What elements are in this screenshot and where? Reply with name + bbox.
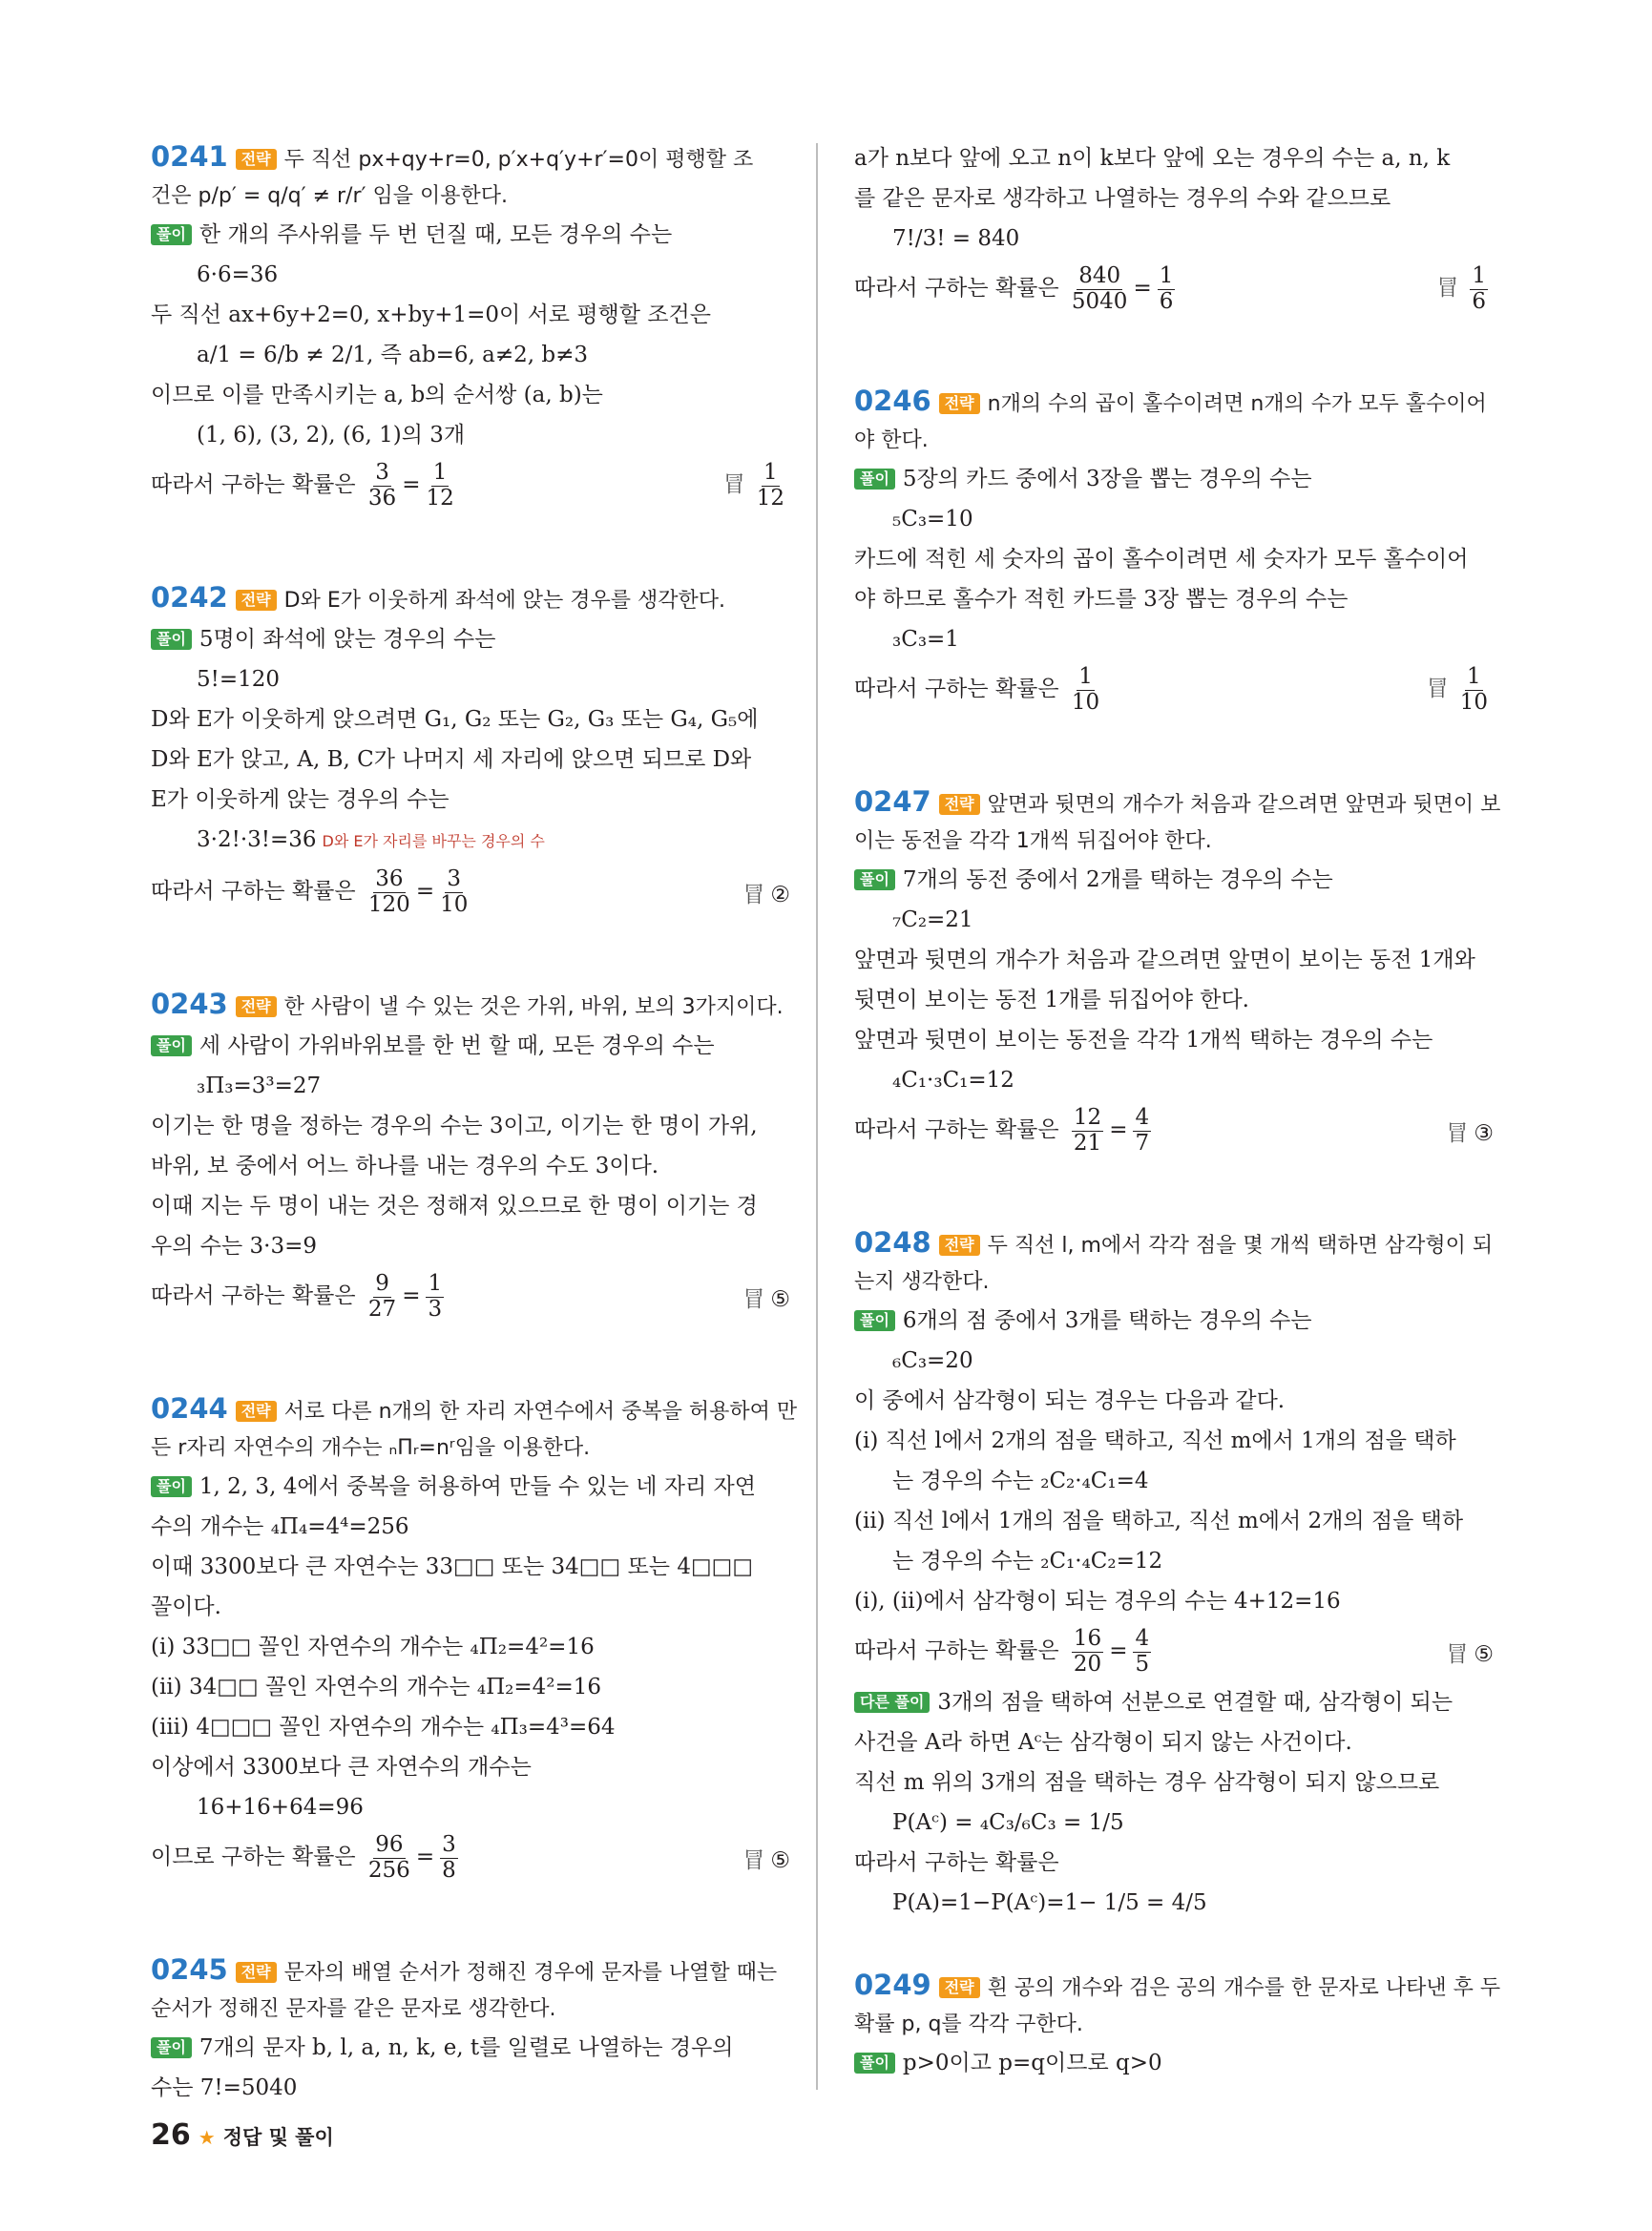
solution-line: ₅C₃=10 bbox=[892, 507, 973, 532]
strategy-tag: 전략 bbox=[939, 794, 980, 815]
solution-line: 5명이 좌석에 앉는 경우의 수는 bbox=[199, 627, 496, 652]
strategy-text: 서로 다른 n개의 한 자리 자연수에서 중복을 허용하여 만 bbox=[283, 1400, 798, 1424]
result-label: 따라서 구하는 확률은 bbox=[151, 1283, 356, 1308]
problem-number: 0243 bbox=[151, 988, 228, 1020]
fraction: $\frac{1}{12}$ bbox=[426, 460, 454, 511]
solution-line: ₇C₂=21 bbox=[892, 907, 973, 932]
problem-0243 bbox=[151, 986, 790, 1327]
problem-0245 bbox=[151, 1951, 790, 2108]
strategy-text: 앞면과 뒷면의 개수가 처음과 같으려면 앞면과 뒷면이 보 bbox=[987, 793, 1501, 817]
solution-line: 6개의 점 중에서 3개를 택하는 경우의 수는 bbox=[902, 1308, 1312, 1333]
strategy-text: 순서가 정해진 문자를 같은 문자로 생각한다. bbox=[151, 1997, 556, 2021]
problem-number: 0242 bbox=[151, 581, 228, 614]
alt-solution-line: 사건을 A라 하면 Aᶜ는 삼각형이 되지 않는 사건이다. bbox=[854, 1730, 1352, 1755]
strategy-tag: 전략 bbox=[939, 393, 980, 414]
solution-tag: 풀이 bbox=[151, 1476, 192, 1497]
result-row: 따라서 구하는 확률은 $\frac{12}{21}$ = $\frac{4}{7}$ 冒 ③ bbox=[854, 1105, 1494, 1156]
fraction: $\frac{1}{10}$ bbox=[1071, 664, 1100, 715]
fraction: $\frac{9}{27}$ bbox=[367, 1271, 397, 1322]
fraction: $\frac{840}{5040}$ bbox=[1071, 263, 1128, 314]
solution-line: 이기는 한 명을 정하는 경우의 수는 3이고, 이기는 한 명이 가위, bbox=[151, 1114, 758, 1138]
right-column bbox=[854, 138, 1501, 2146]
solution-line: 수는 7!=5040 bbox=[151, 2075, 298, 2100]
solution-line: (i) 33□□ 꼴인 자연수의 개수는 ₄Π₂=4²=16 bbox=[151, 1635, 595, 1659]
page-number: 26 bbox=[151, 2118, 191, 2152]
column-divider bbox=[816, 143, 818, 2090]
strategy-tag: 전략 bbox=[939, 1235, 980, 1256]
solution-line: 7개의 문자 b, l, a, n, k, e, t를 일렬로 나열하는 경우의 bbox=[199, 2035, 734, 2060]
strategy-text: 야 한다. bbox=[854, 428, 929, 452]
solution-line: a가 n보다 앞에 오고 n이 k보다 앞에 오는 경우의 수는 a, n, k bbox=[854, 146, 1451, 171]
result-label: 따라서 구하는 확률은 bbox=[151, 879, 356, 904]
solution-tag: 풀이 bbox=[151, 629, 192, 650]
strategy-tag: 전략 bbox=[236, 996, 277, 1017]
solution-line: 3·2!·3!=36 bbox=[197, 827, 317, 852]
fraction: $\frac{96}{256}$ bbox=[367, 1832, 410, 1883]
solution-tag: 풀이 bbox=[151, 1035, 192, 1056]
solution-line: 우의 수는 3·3=9 bbox=[151, 1234, 317, 1259]
page-footer bbox=[151, 2118, 334, 2152]
solution-line: 이므로 이를 만족시키는 a, b의 순서쌍 (a, b)는 bbox=[151, 383, 603, 407]
answer-icon: 冒 bbox=[742, 1847, 765, 1873]
solution-line: (ii) 34□□ 꼴인 자연수의 개수는 ₄Π₂=4²=16 bbox=[151, 1675, 602, 1699]
strategy-text: 흰 공의 개수와 검은 공의 개수를 한 문자로 나타낸 후 두 bbox=[987, 1976, 1501, 2000]
problem-number: 0241 bbox=[151, 140, 228, 173]
answer-icon: 冒 bbox=[1426, 677, 1449, 701]
answer-icon: 冒 bbox=[1446, 1120, 1469, 1146]
result-label: 따라서 구하는 확률은 bbox=[854, 1117, 1059, 1142]
solution-line: 이상에서 3300보다 큰 자연수의 개수는 bbox=[151, 1755, 532, 1780]
answer-value: ⑤ bbox=[770, 1847, 790, 1873]
problem-0245-continued bbox=[854, 138, 1494, 320]
strategy-text: 건은 p/p′ = q/q′ ≠ r/r′ 임을 이용한다. bbox=[151, 184, 508, 208]
alt-solution-line: 3개의 점을 택하여 선분으로 연결할 때, 삼각형이 되는 bbox=[937, 1690, 1453, 1715]
result-row: 따라서 구하는 확률은 $\frac{840}{5040}$ = $\frac{1}{6}$ 冒 $\frac{1}{6}$ bbox=[854, 263, 1486, 314]
strategy-tag: 전략 bbox=[236, 149, 277, 170]
solution-tag: 풀이 bbox=[151, 224, 192, 245]
alt-solution-tag: 다른 풀이 bbox=[854, 1692, 930, 1713]
fraction: $\frac{4}{7}$ bbox=[1135, 1105, 1150, 1156]
alt-solution-line: 따라서 구하는 확률은 bbox=[854, 1850, 1059, 1875]
strategy-text: 두 직선 l, m에서 각각 점을 몇 개씩 택하면 삼각형이 되 bbox=[987, 1234, 1494, 1258]
answer-icon: 冒 bbox=[722, 472, 745, 497]
answer-icon: 冒 bbox=[1446, 1641, 1469, 1667]
fraction: $\frac{4}{5}$ bbox=[1135, 1626, 1150, 1677]
fraction: $\frac{3}{36}$ bbox=[367, 460, 397, 511]
solution-line: 카드에 적힌 세 숫자의 곱이 홀수이려면 세 숫자가 모두 홀수이어 bbox=[854, 547, 1469, 572]
solution-line: 뒷면이 보이는 동전 1개를 뒤집어야 한다. bbox=[854, 988, 1249, 1012]
solution-line: (1, 6), (3, 2), (6, 1)의 3개 bbox=[197, 423, 466, 448]
strategy-tag: 전략 bbox=[236, 1962, 277, 1983]
solution-line: 5장의 카드 중에서 3장을 뽑는 경우의 수는 bbox=[902, 467, 1312, 491]
answer-value: ⑤ bbox=[1474, 1641, 1494, 1667]
solution-line: 세 사람이 가위바위보를 한 번 할 때, 모든 경우의 수는 bbox=[199, 1033, 715, 1058]
problem-0248 bbox=[854, 1224, 1494, 1923]
alt-solution-line: 직선 m 위의 3개의 점을 택하는 경우 삼각형이 되지 않으므로 bbox=[854, 1770, 1440, 1795]
strategy-text: 두 직선 px+qy+r=0, p′x+q′y+r′=0이 평행할 조 bbox=[283, 148, 754, 172]
result-row: 이므로 구하는 확률은 $\frac{96}{256}$ = $\frac{3}{8}$ 冒 ⑤ bbox=[151, 1832, 790, 1883]
solution-line: p>0이고 p=q이므로 q>0 bbox=[902, 2051, 1162, 2075]
solution-line: 7개의 동전 중에서 2개를 택하는 경우의 수는 bbox=[902, 867, 1333, 892]
strategy-text: 는지 생각한다. bbox=[854, 1270, 990, 1294]
solution-tag: 풀이 bbox=[854, 2053, 895, 2074]
solution-line: 5!=120 bbox=[197, 667, 281, 692]
solution-tag: 풀이 bbox=[151, 2037, 192, 2058]
answer-value: ③ bbox=[1474, 1120, 1494, 1146]
solution-line: 꼴이다. bbox=[151, 1595, 221, 1619]
result-label: 따라서 구하는 확률은 bbox=[854, 677, 1059, 701]
strategy-text: 확률 p, q를 각각 구한다. bbox=[854, 2012, 1083, 2036]
solution-line: (i), (ii)에서 삼각형이 되는 경우의 수는 4+12=16 bbox=[854, 1589, 1341, 1614]
solution-line: 는 경우의 수는 ₂C₁·₄C₂=12 bbox=[892, 1549, 1163, 1574]
fraction: $\frac{36}{120}$ bbox=[367, 866, 410, 917]
answer-icon: 冒 bbox=[742, 1286, 765, 1312]
alt-solution-line: P(Aᶜ) = ₄C₃/₆C₃ = 1/5 bbox=[892, 1810, 1124, 1835]
answer-fraction: $\frac{1}{6}$ bbox=[1472, 263, 1486, 314]
result-row: 따라서 구하는 확률은 $\frac{3}{36}$ = $\frac{1}{12}$ 冒 $\frac{1}{12}$ bbox=[151, 460, 784, 511]
solution-line: 앞면과 뒷면의 개수가 처음과 같으려면 앞면이 보이는 동전 1개와 bbox=[854, 948, 1475, 972]
result-row: 따라서 구하는 확률은 $\frac{16}{20}$ = $\frac{4}{5}$ 冒 ⑤ bbox=[854, 1626, 1494, 1677]
solution-tag: 풀이 bbox=[854, 469, 895, 490]
fraction: $\frac{3}{8}$ bbox=[442, 1832, 456, 1883]
result-row bbox=[854, 659, 1494, 720]
solution-line: 수의 개수는 ₄Π₄=4⁴=256 bbox=[151, 1514, 409, 1539]
problem-0247 bbox=[854, 783, 1501, 1161]
star-icon: ★ bbox=[198, 2126, 216, 2149]
footer-label: 정답 및 풀이 bbox=[222, 2126, 334, 2149]
problem-0242 bbox=[151, 579, 790, 923]
strategy-text: n개의 수의 곱이 홀수이려면 n개의 수가 모두 홀수이어 bbox=[987, 392, 1487, 416]
result-row: 따라서 구하는 확률은 $\frac{9}{27}$ = $\frac{1}{3}$ 冒 ⑤ bbox=[151, 1271, 790, 1322]
solution-line: 이때 3300보다 큰 자연수는 33□□ 또는 34□□ 또는 4□□□ bbox=[151, 1554, 754, 1579]
solution-line: 이때 지는 두 명이 내는 것은 정해져 있으므로 한 명이 이기는 경 bbox=[151, 1194, 758, 1219]
solution-line: E가 이웃하게 앉는 경우의 수는 bbox=[151, 787, 450, 812]
problem-0246 bbox=[854, 383, 1494, 720]
solution-line: (ii) 직선 l에서 1개의 점을 택하고, 직선 m에서 2개의 점을 택하 bbox=[854, 1509, 1464, 1533]
solution-line: D와 E가 앉고, A, B, C가 나머지 세 자리에 앉으면 되므로 D와 bbox=[151, 747, 752, 772]
answer-fraction: $\frac{1}{10}$ bbox=[1459, 664, 1488, 715]
strategy-tag: 전략 bbox=[236, 1401, 277, 1422]
result-label: 따라서 구하는 확률은 bbox=[854, 1638, 1059, 1663]
problem-number: 0246 bbox=[854, 385, 931, 417]
result-label: 이므로 구하는 확률은 bbox=[151, 1845, 356, 1869]
solution-tag: 풀이 bbox=[854, 1310, 895, 1331]
solution-line: 야 하므로 홀수가 적힌 카드를 3장 뽑는 경우의 수는 bbox=[854, 587, 1349, 612]
answer-icon: 冒 bbox=[742, 882, 765, 907]
solution-line: 16+16+64=96 bbox=[197, 1795, 364, 1820]
strategy-text: 이는 동전을 각각 1개씩 뒤집어야 한다. bbox=[854, 829, 1212, 853]
answer-value: ② bbox=[770, 882, 790, 907]
problem-number: 0247 bbox=[854, 785, 931, 818]
annotation-note: D와 E가 자리를 바꾸는 경우의 수 bbox=[322, 832, 545, 850]
solution-line: 바위, 보 중에서 어느 하나를 내는 경우의 수도 3이다. bbox=[151, 1154, 659, 1178]
solution-line: ₆C₃=20 bbox=[892, 1348, 973, 1373]
answer-value: ⑤ bbox=[770, 1286, 790, 1312]
result-label: 따라서 구하는 확률은 bbox=[854, 276, 1059, 301]
solution-line: 6·6=36 bbox=[197, 262, 279, 287]
fraction: $\frac{12}{21}$ bbox=[1073, 1105, 1102, 1156]
answer-icon: 冒 bbox=[1436, 276, 1459, 301]
answer-fraction: $\frac{1}{12}$ bbox=[756, 460, 784, 511]
strategy-text: D와 E가 이웃하게 좌석에 앉는 경우를 생각한다. bbox=[283, 589, 725, 613]
problem-0249 bbox=[854, 1967, 1501, 2083]
problem-number: 0248 bbox=[854, 1226, 931, 1259]
fraction: $\frac{16}{20}$ bbox=[1073, 1626, 1102, 1677]
solution-line: 를 같은 문자로 생각하고 나열하는 경우의 수와 같으므로 bbox=[854, 186, 1391, 211]
problem-number: 0245 bbox=[151, 1953, 228, 1986]
problem-number: 0249 bbox=[854, 1969, 931, 2001]
alt-solution-line: P(A)=1−P(Aᶜ)=1− 1/5 = 4/5 bbox=[892, 1890, 1207, 1915]
left-column bbox=[151, 138, 798, 2171]
solution-line: ₃Π₃=3³=27 bbox=[197, 1074, 322, 1098]
solution-line: 두 직선 ax+6y+2=0, x+by+1=0이 서로 평행할 조건은 bbox=[151, 302, 711, 327]
solution-line: a/1 = 6/b ≠ 2/1, 즉 ab=6, a≠2, b≠3 bbox=[197, 343, 588, 367]
problem-0241 bbox=[151, 138, 790, 516]
strategy-text: 한 사람이 낼 수 있는 것은 가위, 바위, 보의 3가지이다. bbox=[283, 995, 784, 1019]
solution-line: (iii) 4□□□ 꼴인 자연수의 개수는 ₄Π₃=4³=64 bbox=[151, 1715, 616, 1740]
solution-line: 한 개의 주사위를 두 번 던질 때, 모든 경우의 수는 bbox=[199, 222, 673, 247]
fraction: $\frac{1}{6}$ bbox=[1159, 263, 1174, 314]
solution-tag: 풀이 bbox=[854, 869, 895, 890]
result-row: 따라서 구하는 확률은 $\frac{36}{120}$ = $\frac{3}{10}$ 冒 ② bbox=[151, 866, 790, 917]
solution-line: 1, 2, 3, 4에서 중복을 허용하여 만들 수 있는 네 자리 자연 bbox=[199, 1474, 756, 1499]
strategy-text: 든 r자리 자연수의 개수는 ₙΠᵣ=nʳ임을 이용한다. bbox=[151, 1436, 591, 1460]
solution-line: ₃C₃=1 bbox=[892, 627, 959, 652]
solution-line: (i) 직선 l에서 2개의 점을 택하고, 직선 m에서 1개의 점을 택하 bbox=[854, 1428, 1456, 1453]
solution-line: 이 중에서 삼각형이 되는 경우는 다음과 같다. bbox=[854, 1388, 1286, 1413]
strategy-tag: 전략 bbox=[236, 590, 277, 611]
solution-line: D와 E가 이웃하게 앉으려면 G₁, G₂ 또는 G₂, G₃ 또는 G₄, G₅에 bbox=[151, 707, 759, 732]
solution-line: 는 경우의 수는 ₂C₂·₄C₁=4 bbox=[892, 1469, 1149, 1493]
fraction: $\frac{1}{3}$ bbox=[428, 1271, 443, 1322]
solution-line: 앞면과 뒷면이 보이는 동전을 각각 1개씩 택하는 경우의 수는 bbox=[854, 1028, 1433, 1053]
problem-0244 bbox=[151, 1390, 798, 1888]
solution-line: ₄C₁·₃C₁=12 bbox=[892, 1068, 1014, 1093]
solution-line: 7!/3! = 840 bbox=[892, 226, 1020, 251]
strategy-tag: 전략 bbox=[939, 1977, 980, 1998]
strategy-text: 문자의 배열 순서가 정해진 경우에 문자를 나열할 때는 bbox=[283, 1961, 778, 1985]
fraction: $\frac{3}{10}$ bbox=[440, 866, 469, 917]
problem-number: 0244 bbox=[151, 1392, 228, 1425]
result-label: 따라서 구하는 확률은 bbox=[151, 472, 356, 497]
